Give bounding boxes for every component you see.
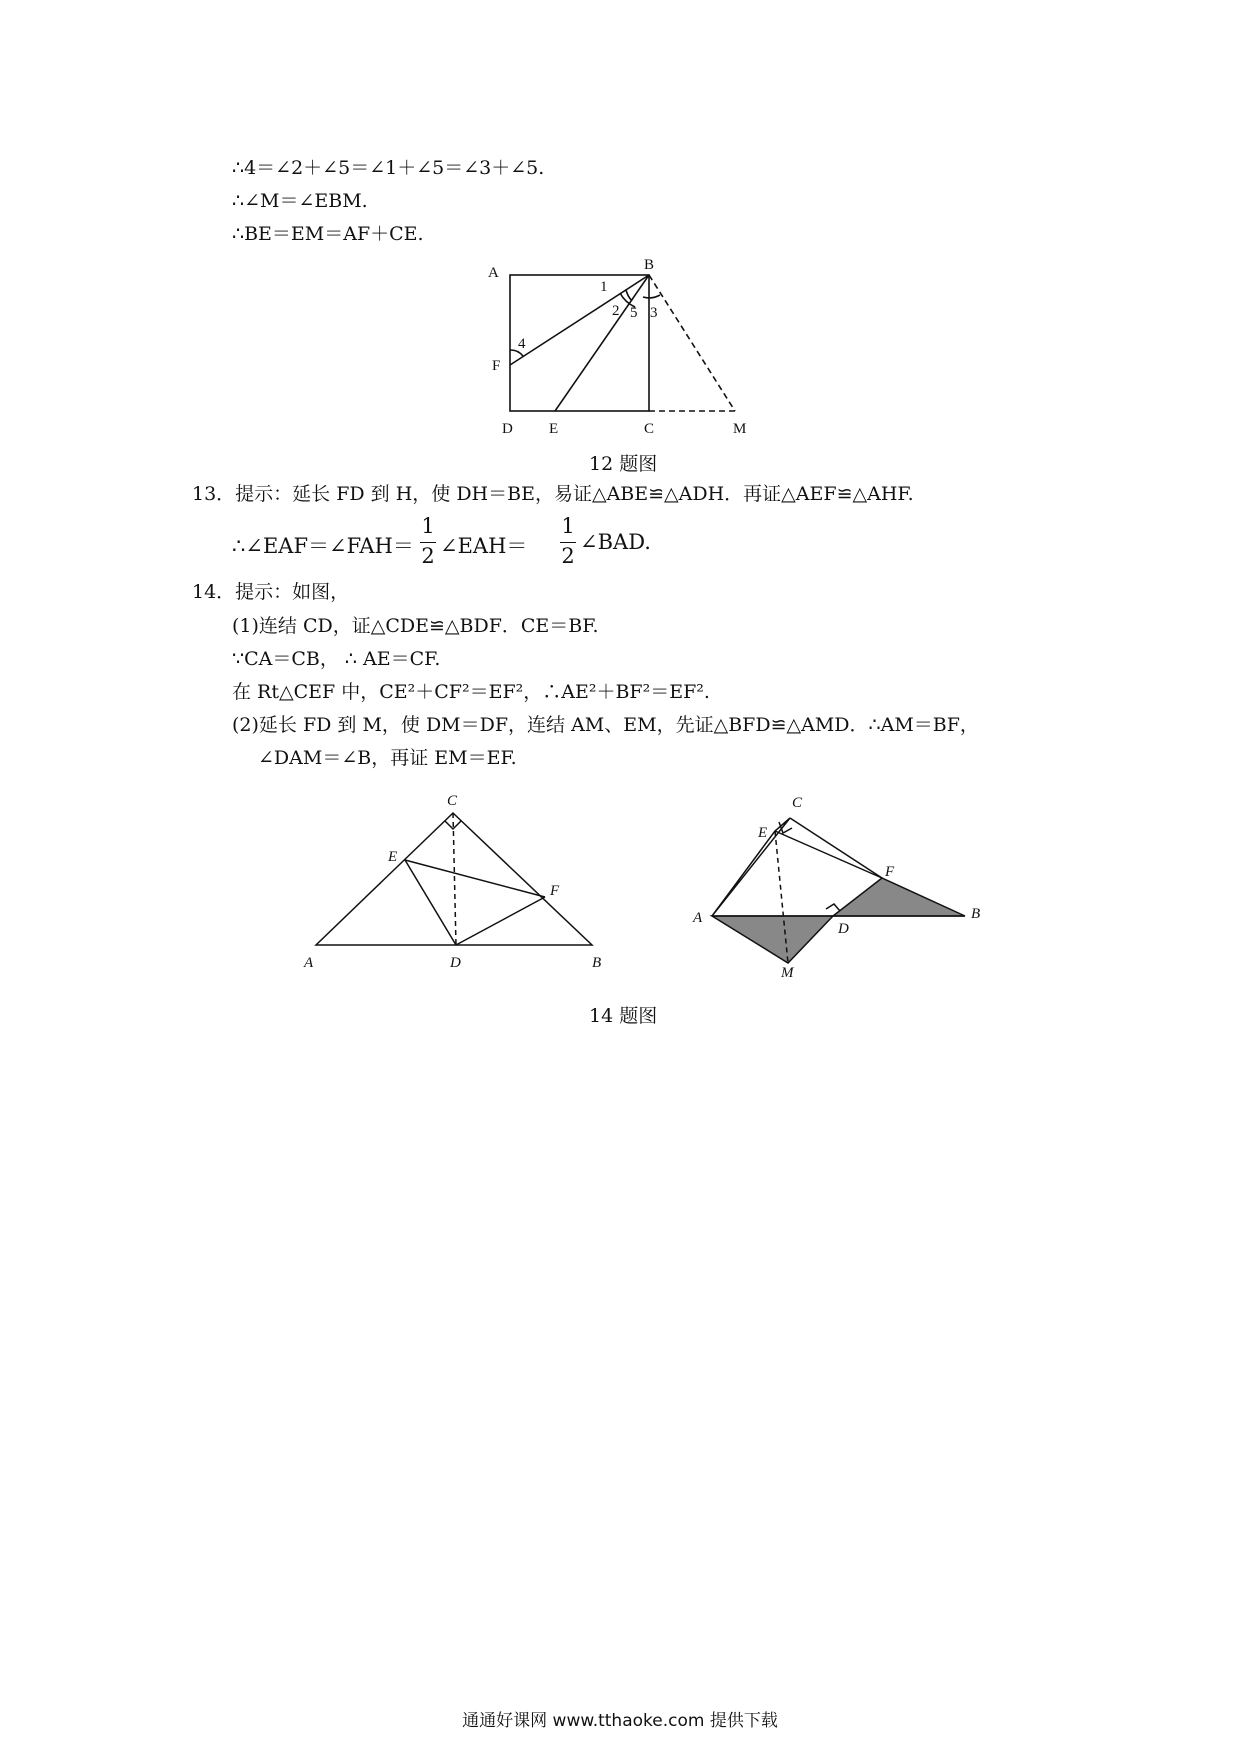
fraction-2-numerator: 1 <box>561 514 575 538</box>
fig12-label-e: E <box>549 421 559 437</box>
fig12-label-f: F <box>492 358 501 374</box>
hint-14-part1-a: (1)连结 CD，证△CDE≌△BDF．CE＝BF. <box>232 615 599 637</box>
fraction-1-denominator: 2 <box>421 544 435 568</box>
fig14r-label-c: C <box>792 795 803 811</box>
fig12-angle-1: 1 <box>600 279 608 295</box>
figure-14-right <box>680 785 1000 980</box>
fig14r-label-f: F <box>885 864 895 880</box>
hint-14: 14．提示：如图， <box>192 581 350 603</box>
proof-line-3: ∴BE＝EM＝AF＋CE. <box>232 223 424 245</box>
hint-14-part2-b: ∠DAM＝∠B，再证 EM＝EF. <box>258 747 517 769</box>
fig14l-label-b: B <box>592 955 602 970</box>
fig14r-label-d: D <box>838 921 849 937</box>
proof-line-1: ∴4＝∠2＋∠5＝∠1＋∠5＝∠3＋∠5. <box>232 157 545 179</box>
fig12-angle-4: 4 <box>518 336 526 352</box>
fig14l-label-a: A <box>304 955 314 970</box>
fig12-label-d: D <box>502 421 513 437</box>
figure-12 <box>480 255 770 440</box>
fig14l-label-f: F <box>550 883 560 899</box>
fig14l-label-d: D <box>450 955 461 970</box>
hint-14-part1-c: 在 Rt△CEF 中，CE²＋CF²＝EF²，∴AE²＋BF²＝EF². <box>232 681 710 703</box>
fig14r-label-a: A <box>693 910 703 926</box>
conclusion-mid: ∠EAH＝ <box>440 534 528 558</box>
fig12-label-m: M <box>733 421 747 437</box>
fig12-angle-5: 5 <box>630 305 638 321</box>
hint-14-part2-a: (2)延长 FD 到 M，使 DM＝DF，连结 AM、EM，先证△BFD≌△AMD．∴AM＝BF， <box>232 714 979 736</box>
fig12-label-c: C <box>644 421 655 437</box>
fig12-angle-3: 3 <box>650 305 658 321</box>
fraction-2-denominator: 2 <box>561 544 575 568</box>
conclusion-suffix: ∠BAD. <box>580 530 651 554</box>
fig14r-label-m: M <box>781 965 794 980</box>
fraction-1-numerator: 1 <box>421 514 435 538</box>
fig14r-label-e: E <box>758 825 768 841</box>
figure-14-left <box>300 785 620 970</box>
proof-line-2: ∴∠M＝∠EBM. <box>232 190 368 212</box>
fig12-label-b: B <box>644 257 655 273</box>
conclusion-prefix: ∴∠EAF＝∠FAH＝ <box>232 534 414 558</box>
hint-14-part1-b: ∵CA＝CB， ∴ AE＝CF. <box>232 648 441 670</box>
footer-source: 通通好课网 www.tthaoke.com 提供下载 <box>462 1711 778 1731</box>
fig12-angle-2: 2 <box>612 303 620 319</box>
fig14l-label-c: C <box>447 793 458 809</box>
fig12-label-a: A <box>488 265 499 281</box>
fig14r-label-b: B <box>971 906 981 922</box>
fig12-caption: 12 题图 <box>589 453 658 475</box>
fig14-caption: 14 题图 <box>589 1005 658 1027</box>
hint-13: 13．提示：延长 FD 到 H，使 DH＝BE，易证△ABE≌△ADH．再证△AEF≌△AHF. <box>192 483 914 505</box>
fig14l-label-e: E <box>388 849 398 865</box>
